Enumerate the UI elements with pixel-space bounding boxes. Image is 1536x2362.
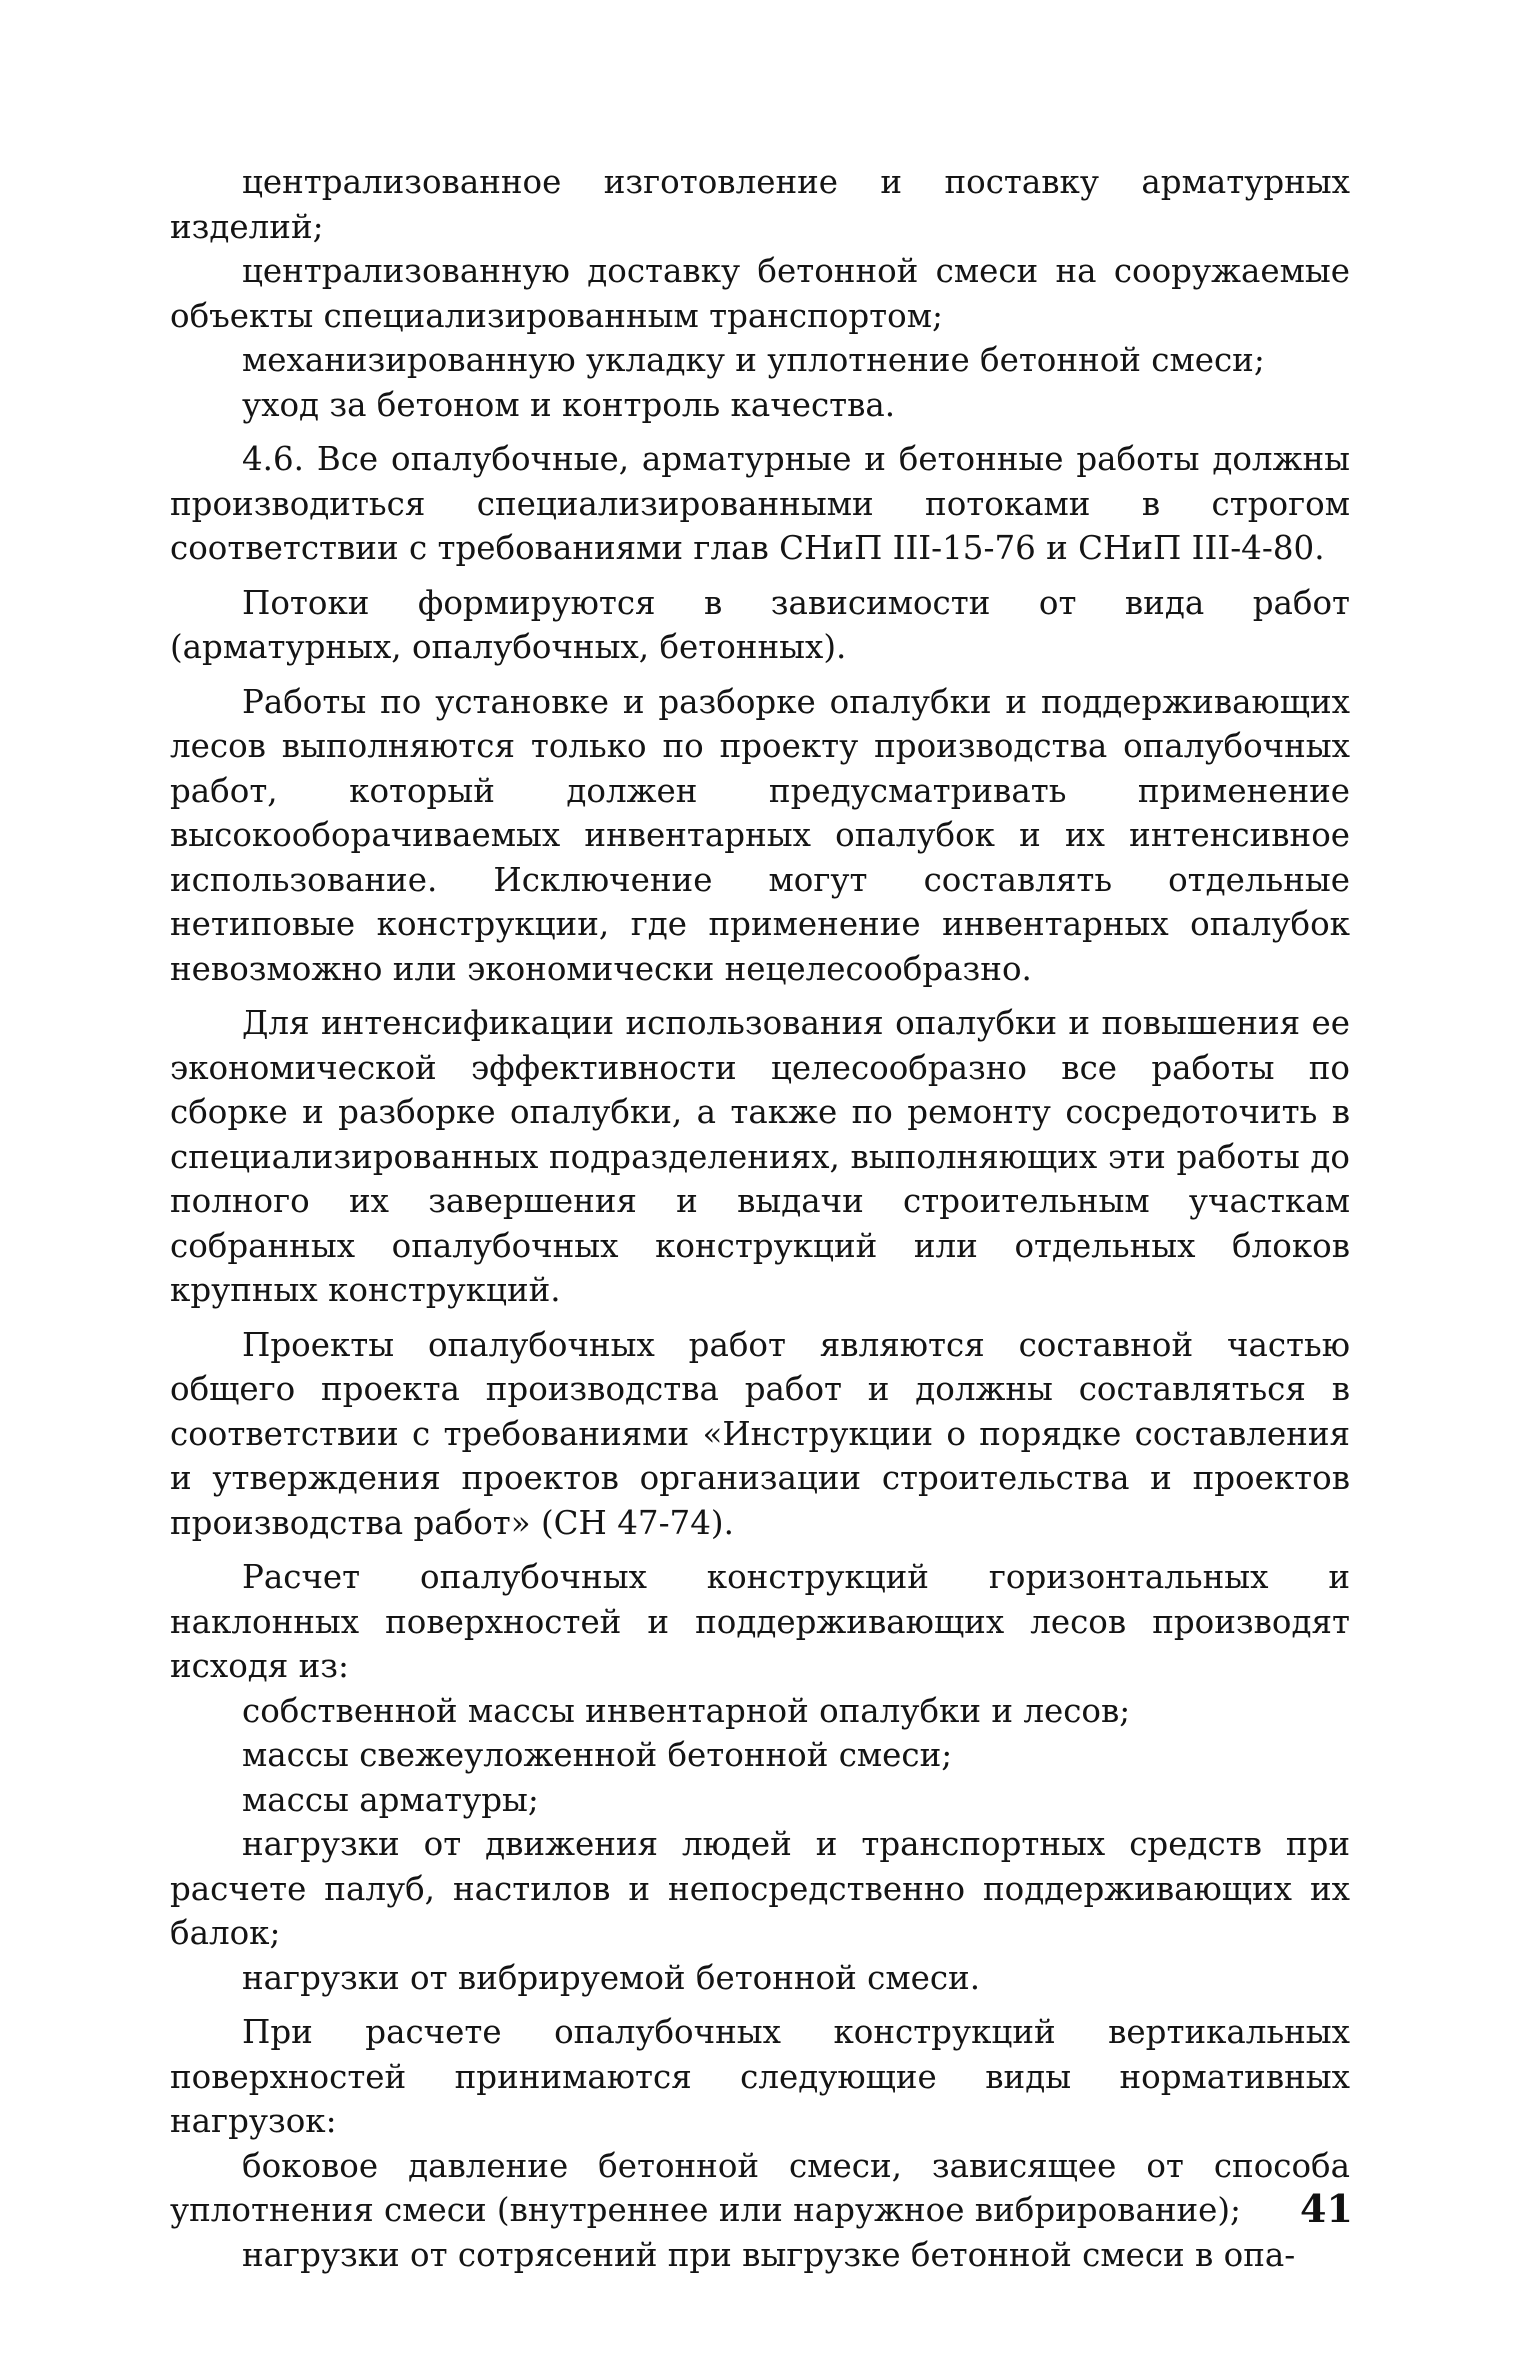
paragraph: Для интенсификации использования опалубки и повышения ее экономической эффективности целесообразно все работы по сборке и разборке опалубки, а также по ремонту сосредоточить в специализированных подразделениях, выполняющих эти работы до полного их завершения и выдачи строительным участкам собранных опалубочных конструкций или отдельных блоков крупных конструкций. (170, 1004, 1350, 1309)
paragraph: Потоки формируются в зависимости от вида работ (арматурных, опалубочных, бетонных). (170, 583, 1350, 666)
paragraph: Проекты опалубочных работ являются составной частью общего проекта производства работ и должны составляться в соответствии с требованиями «Инструкции о порядке составления и утверждения проектов организации строительства и проектов производства работ» (СН 47-74). (170, 1325, 1350, 1542)
paragraph: При расчете опалубочных конструкций вертикальных поверхностей принимаются следующие виды нормативных нагрузок: (170, 2013, 1350, 2140)
list-item: нагрузки от сотрясений при выгрузке бетонной смеси в опа- (242, 2235, 1296, 2274)
document-page (170, 160, 1350, 2277)
list-item: массы арматуры; (242, 1780, 539, 1819)
list-item: массы свежеуложенной бетонной смеси; (242, 1736, 953, 1774)
list-item: собственной массы инвентарной опалубки и лесов; (242, 1691, 1131, 1730)
section-paragraph: 4.6. Все опалубочные, арматурные и бетонные работы должны производиться специализированными потоками в строгом соответствии с требованиями глав СНиП III-15-76 и СНиП III-4-80. (170, 440, 1350, 567)
paragraph: Работы по установке и разборке опалубки и поддерживающих лесов выполняются только по проекту производства опалубочных работ, который должен предусматривать применение высокооборачиваемых инвентарных опалубок и их интенсивное использование. Исключение могут составлять отдельные нетиповые конструкции, где применение инвентарных опалубок невозможно или экономически нецелесообразно. (170, 682, 1350, 988)
list-item: централизованную доставку бетонной смеси на сооружаемые объекты специализированным транспортом; (170, 252, 1350, 335)
paragraph: Расчет опалубочных конструкций горизонтальных и наклонных поверхностей и поддерживающих лесов производят исходя из: (170, 1558, 1350, 1685)
list-item: уход за бетоном и контроль качества. (242, 385, 896, 424)
list-item: боковое давление бетонной смеси, зависящее от способа уплотнения смеси (внутреннее или наружное вибрирование); (170, 2146, 1350, 2229)
page-number: 41 (1300, 2186, 1353, 2231)
list-item: централизованное изготовление и поставку арматурных изделий; (170, 163, 1350, 246)
list-item: механизированную укладку и уплотнение бетонной смеси; (242, 341, 1265, 379)
list-item: нагрузки от вибрируемой бетонной смеси. (242, 1958, 981, 1997)
list-item: нагрузки от движения людей и транспортных средств при расчете палуб, настилов и непосредственно поддерживающих их балок; (170, 1825, 1350, 1952)
